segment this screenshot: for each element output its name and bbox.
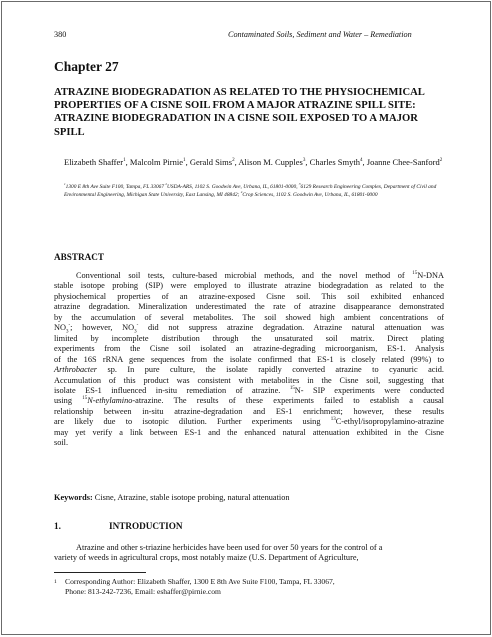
- text-run: of the 16S rRNA gene sequences from the isolate confirmed that ES-1 is closely related (99%) to: [54, 354, 444, 364]
- affiliation-marker: 2: [165, 182, 168, 187]
- footnote-rule: [54, 572, 146, 573]
- italic-run: N-ethylamino: [87, 396, 133, 406]
- text-run: limited by incomplete distribution through the unsaturated soil matrix. Direct plating: [54, 333, 444, 343]
- italic-run: Arthrobacter: [54, 365, 98, 375]
- abstract-line: [54, 334, 444, 344]
- author-affil-marker: 3: [302, 157, 306, 164]
- keywords-text: Cisne, Atrazine, stable isotope probing, natural attenuation: [92, 493, 290, 502]
- footnote-marker: 1: [54, 579, 57, 585]
- text-run: N-DNA: [417, 271, 444, 280]
- author-name: Alison M. Cupples: [238, 157, 303, 167]
- affiliation-text: 6129 Research Engineering Complex, Department of Civil and Environmental Engineering, Michigan State University, East Lansing, MI 48842;: [64, 184, 437, 198]
- section-number: 1.: [54, 521, 61, 531]
- introduction-body: [54, 543, 444, 564]
- text-run: physiochemical properties of an atrazine-exposed Cisne soil. This soil exhibited enhanced: [54, 291, 444, 301]
- superscript: 15: [412, 271, 418, 277]
- text-run: atrazine degradation. Mineralization underestimated the rate of atrazine disappearance demonstrated: [54, 302, 444, 312]
- abstract-line: [54, 292, 444, 302]
- keywords-line: [54, 493, 290, 502]
- text-run: Accumulation of this product was consistent with metabolites in the Cisne soil, suggesting that: [54, 375, 444, 385]
- abstract-line: [54, 407, 444, 417]
- author-name: Elizabeth Shaffer: [64, 157, 124, 167]
- text-run: may yet verify a link between ES-1 and the enhanced natural attenuation exhibited in the Cisne: [54, 427, 444, 437]
- affiliation-marker: 3: [298, 182, 301, 187]
- text-run: -atrazine. The results of these experiments failed to establish a causal: [132, 396, 444, 406]
- affiliation-text: Crop Sciences, 1102 S. Goodwin Ave, Urbana, IL, 61801-0000: [242, 191, 378, 198]
- abstract-line: [54, 355, 444, 365]
- abstract-heading: ABSTRACT: [54, 252, 105, 262]
- text-run: using: [54, 396, 83, 406]
- abstract-line: [54, 302, 444, 312]
- running-title: Contaminated Soils, Sediment and Water – Remediation: [228, 30, 412, 39]
- text-run: N- SIP experiments were conducted: [294, 385, 444, 395]
- text-run: soil.: [54, 438, 69, 448]
- abstract-line: [54, 417, 444, 427]
- author-separator: ,: [185, 157, 190, 167]
- abstract-line: [54, 376, 444, 386]
- author-affil-marker: 2: [232, 157, 235, 164]
- author-affil-marker: 2: [439, 157, 443, 164]
- text-run: did not suppress atrazine degradation. Atrazine natural attenuation was: [138, 323, 444, 333]
- abstract-line: [54, 428, 444, 438]
- abstract-line: [54, 271, 444, 281]
- abstract-line: [54, 365, 444, 375]
- article-title: ATRAZINE BIODEGRADATION AS RELATED TO THE PHYSIOCHEMICAL PROPERTIES OF A CISNE SOIL FROM A MAJOR ATRAZINE SPILL SITE: ATRAZINE BIODEGRADATION IN A CISNE SOIL EXPOSED TO A MAJOR SPILL: [54, 87, 425, 138]
- intro-line: Atrazine and other s-triazine herbicides have been used for over 50 years for the control of a: [76, 543, 383, 552]
- introduction-heading: [54, 521, 183, 531]
- section-title: INTRODUCTION: [109, 521, 183, 531]
- subscript: 3: [134, 329, 137, 335]
- affiliation-marker: 4: [240, 190, 243, 195]
- text-run: relationship between in-situ atrazine-degradation and ES-1 enrichment; however, these results: [54, 406, 444, 416]
- superscript: 13: [330, 417, 336, 423]
- text-run: stable isotope probing (SIP) were employed to illustrate atrazine biodegradation as related to the: [54, 281, 444, 291]
- text-run: Conventional soil tests, culture-based microbial methods, and the novel method of: [76, 271, 413, 280]
- author-list: [64, 157, 450, 168]
- intro-line: variety of weeds in agricultural crops, most notably maize (U.S. Department of Agriculture,: [54, 553, 359, 563]
- abstract-line: [54, 386, 444, 396]
- author-affil-marker: 1: [183, 157, 186, 164]
- text-run: by the accumulation of several metabolites. The soil showed high ambient concentrations of: [54, 312, 444, 322]
- affiliation-marker: 1: [64, 182, 66, 187]
- superscript: 15: [289, 386, 295, 392]
- superscript: -: [68, 323, 71, 329]
- footnote-text: Phone: 813-242-7236, Email: eshaffer@pirnie.com: [65, 587, 221, 597]
- author-separator: ,: [234, 157, 239, 167]
- abstract-line: [54, 323, 444, 333]
- page-number: 380: [54, 30, 67, 39]
- text-run: sp. In pure culture, the isolate rapidly converted atrazine to cyanuric acid.: [97, 365, 444, 375]
- abstract-line: [54, 344, 444, 354]
- abstract-line: [54, 313, 444, 323]
- text-run: ; however, NO: [70, 323, 135, 333]
- text-run: are likely due to isotopic dilution. Further experiments using: [54, 417, 331, 427]
- author-name: Gerald Sims: [189, 157, 233, 167]
- affiliation-text: 1300 E 8th Ave Suite F100, Tampa, FL 33067: [65, 184, 166, 190]
- author-name: Charles Smyth: [309, 157, 360, 167]
- text-run: isolate ES-1 influenced in-situ remediation of atrazine.: [54, 385, 290, 395]
- superscript: -: [136, 323, 139, 329]
- chapter-heading: Chapter 27: [54, 59, 119, 74]
- footnote-line: [54, 587, 449, 597]
- author-name: Joanne Chee-Sanford: [366, 157, 440, 167]
- footnote-text: Corresponding Author: Elizabeth Shaffer, 1300 E 8th Ave Suite F100, Tampa, FL 33067,: [65, 577, 335, 586]
- author-separator: ,: [305, 157, 310, 167]
- author-name: Malcolm Pirnie: [129, 157, 184, 167]
- author-affil-marker: 1: [123, 157, 126, 164]
- keywords-label: Keywords:: [54, 493, 93, 502]
- footnote: [54, 577, 449, 597]
- abstract-line: [54, 396, 444, 406]
- author-separator: ,: [125, 157, 130, 167]
- text-run: NO: [54, 323, 66, 333]
- subscript: 3: [65, 329, 69, 335]
- abstract-line: [54, 281, 444, 291]
- superscript: 15: [82, 396, 88, 402]
- abstract-line: [54, 438, 444, 448]
- footnote-line: [54, 577, 449, 587]
- author-separator: ,: [362, 157, 367, 167]
- author-affil-marker: 4: [359, 157, 363, 164]
- text-run: experiments from the Cisne soil isolated an atrazine-degrading microorganism, ES-1. Analysis: [54, 344, 444, 354]
- affiliation-text: USDA-ARS, 1102 S. Goodwin Ave, Urbana, IL, 61801-0000,: [167, 184, 299, 190]
- affiliations: [64, 184, 444, 200]
- text-run: C-ethyl/isopropylamino-atrazine: [335, 417, 444, 427]
- paper-page: [1, 1, 491, 635]
- abstract-body: [54, 271, 444, 449]
